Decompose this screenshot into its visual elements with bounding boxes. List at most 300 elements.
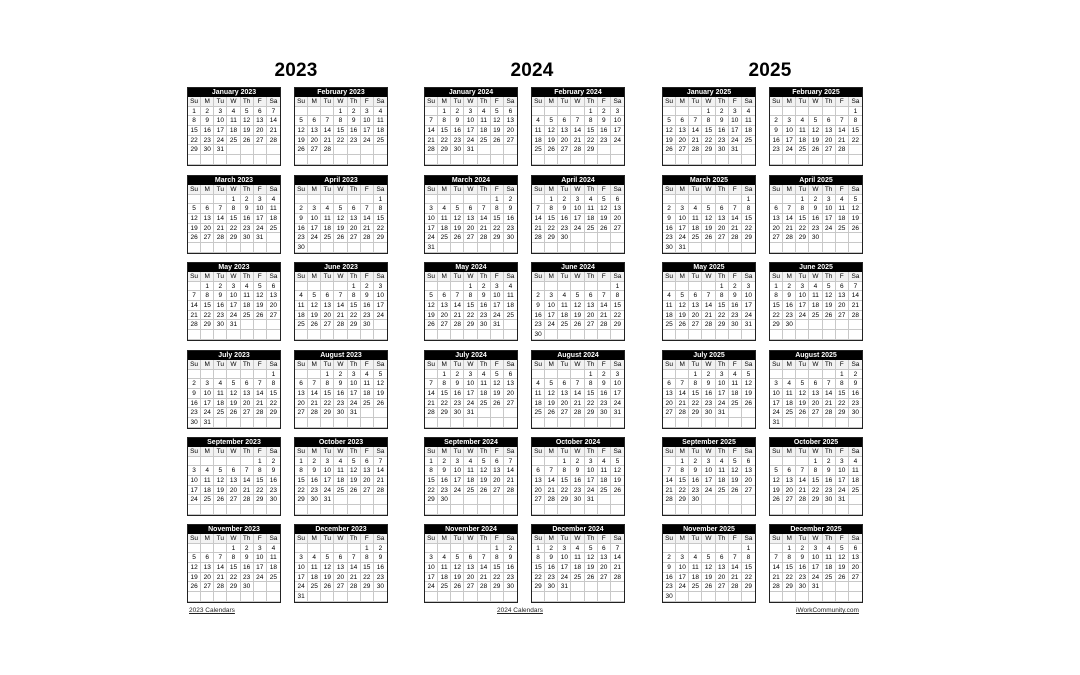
empty-cell (214, 505, 227, 515)
day-cell: 7 (334, 291, 347, 301)
day-cell: 11 (532, 389, 545, 399)
day-cell: 5 (796, 379, 809, 389)
weekday-header: M (438, 447, 451, 457)
day-cell: 15 (425, 476, 438, 486)
empty-cell (823, 592, 836, 602)
weekday-header: Sa (611, 534, 624, 544)
day-cell: 2 (504, 195, 517, 205)
weekday-header: F (729, 360, 742, 370)
empty-cell (796, 370, 809, 380)
empty-cell (464, 195, 477, 205)
weekday-header: M (676, 97, 689, 107)
empty-cell (783, 505, 796, 515)
day-cell: 8 (321, 379, 334, 389)
empty-cell (201, 370, 214, 380)
day-cell: 3 (676, 204, 689, 214)
weekday-header: Su (663, 360, 676, 370)
empty-cell (849, 495, 862, 505)
day-cell: 26 (295, 145, 308, 155)
day-cell: 28 (188, 320, 201, 330)
day-cell: 28 (545, 495, 558, 505)
empty-cell (438, 592, 451, 602)
weekday-header: M (438, 185, 451, 195)
day-cell: 17 (836, 476, 849, 486)
empty-cell (504, 495, 517, 505)
empty-cell (267, 418, 280, 428)
empty-cell (676, 107, 689, 117)
empty-cell (585, 233, 598, 243)
empty-cell (361, 418, 374, 428)
empty-cell (201, 457, 214, 467)
day-cell: 25 (809, 311, 822, 321)
day-cell: 17 (716, 389, 729, 399)
month-grid (188, 360, 280, 428)
empty-cell (504, 320, 517, 330)
weekday-header: Sa (504, 534, 517, 544)
day-cell: 7 (451, 291, 464, 301)
day-cell: 10 (676, 563, 689, 573)
day-cell: 18 (836, 214, 849, 224)
weekday-header: W (464, 447, 477, 457)
weekday-header: Tu (689, 447, 702, 457)
month-calendar (294, 437, 388, 516)
empty-cell (438, 243, 451, 253)
weekday-header: F (598, 272, 611, 282)
day-cell: 1 (321, 370, 334, 380)
empty-cell (188, 330, 201, 340)
empty-cell (532, 195, 545, 205)
empty-cell (545, 330, 558, 340)
empty-cell (532, 282, 545, 292)
day-cell: 8 (809, 466, 822, 476)
empty-cell (241, 505, 254, 515)
day-cell: 30 (823, 495, 836, 505)
day-cell: 31 (321, 495, 334, 505)
empty-cell (361, 145, 374, 155)
day-cell: 10 (585, 466, 598, 476)
day-cell: 13 (267, 291, 280, 301)
day-cell: 6 (254, 107, 267, 117)
day-cell: 5 (321, 553, 334, 563)
day-cell: 14 (308, 389, 321, 399)
empty-cell (611, 418, 624, 428)
empty-cell (663, 544, 676, 554)
empty-cell (571, 282, 584, 292)
day-cell: 4 (374, 107, 387, 117)
day-cell: 22 (267, 399, 280, 409)
empty-cell (689, 505, 702, 515)
day-cell: 25 (478, 399, 491, 409)
weekday-header: Su (425, 97, 438, 107)
empty-cell (770, 592, 783, 602)
empty-cell (348, 145, 361, 155)
day-cell: 5 (241, 107, 254, 117)
month-calendar (424, 87, 518, 166)
empty-cell (836, 243, 849, 253)
empty-cell (558, 282, 571, 292)
month-title: October 2023 (295, 438, 387, 447)
day-cell: 22 (783, 573, 796, 583)
day-cell: 12 (585, 553, 598, 563)
day-cell: 28 (598, 320, 611, 330)
day-cell: 23 (201, 136, 214, 146)
day-cell: 16 (823, 476, 836, 486)
weekday-header: F (598, 97, 611, 107)
empty-cell (571, 107, 584, 117)
day-cell: 2 (558, 195, 571, 205)
day-cell: 31 (742, 320, 755, 330)
empty-cell (425, 418, 438, 428)
day-cell: 16 (504, 563, 517, 573)
weekday-header: W (227, 97, 240, 107)
day-cell: 17 (809, 563, 822, 573)
site-link[interactable]: iWorkCommunity.com (796, 607, 859, 614)
day-cell: 5 (585, 544, 598, 554)
day-cell: 17 (676, 573, 689, 583)
empty-cell (823, 330, 836, 340)
weekday-header: Su (532, 97, 545, 107)
day-cell: 7 (545, 466, 558, 476)
day-cell: 12 (308, 301, 321, 311)
day-cell: 21 (504, 476, 517, 486)
empty-cell (676, 544, 689, 554)
weekday-header: F (729, 185, 742, 195)
empty-cell (796, 330, 809, 340)
empty-cell (241, 320, 254, 330)
day-cell: 4 (809, 282, 822, 292)
calendar-link[interactable]: 2023 Calendars (189, 607, 235, 614)
day-cell: 19 (663, 136, 676, 146)
day-cell: 12 (729, 466, 742, 476)
empty-cell (558, 418, 571, 428)
month-title: January 2023 (188, 88, 280, 97)
day-cell: 9 (451, 379, 464, 389)
day-cell: 24 (585, 486, 598, 496)
day-cell: 31 (836, 495, 849, 505)
day-cell: 13 (227, 476, 240, 486)
day-cell: 3 (796, 282, 809, 292)
weekday-header: Tu (558, 534, 571, 544)
empty-cell (348, 155, 361, 165)
day-cell: 4 (849, 457, 862, 467)
day-cell: 6 (464, 204, 477, 214)
day-cell: 29 (689, 408, 702, 418)
day-cell: 26 (796, 408, 809, 418)
day-cell: 5 (571, 291, 584, 301)
day-cell: 30 (201, 145, 214, 155)
day-cell: 1 (464, 282, 477, 292)
weekday-header: Th (716, 534, 729, 544)
day-cell: 11 (849, 466, 862, 476)
empty-cell (663, 505, 676, 515)
day-cell: 14 (729, 563, 742, 573)
weekday-header: W (464, 534, 477, 544)
weekday-header: F (836, 447, 849, 457)
weekday-header: W (334, 97, 347, 107)
empty-cell (438, 505, 451, 515)
day-cell: 28 (783, 233, 796, 243)
day-cell: 27 (836, 311, 849, 321)
day-cell: 2 (451, 107, 464, 117)
day-cell: 9 (348, 116, 361, 126)
day-cell: 24 (729, 136, 742, 146)
weekday-header: Th (478, 272, 491, 282)
day-cell: 28 (663, 495, 676, 505)
day-cell: 8 (742, 553, 755, 563)
empty-cell (267, 582, 280, 592)
day-cell: 1 (796, 195, 809, 205)
day-cell: 6 (849, 544, 862, 554)
day-cell: 21 (571, 136, 584, 146)
weekday-header: Su (770, 447, 783, 457)
day-cell: 13 (783, 476, 796, 486)
empty-cell (663, 418, 676, 428)
month-title: November 2023 (188, 525, 280, 534)
day-cell: 19 (451, 224, 464, 234)
empty-cell (796, 320, 809, 330)
day-cell: 16 (663, 224, 676, 234)
day-cell: 1 (742, 544, 755, 554)
day-cell: 20 (227, 486, 240, 496)
empty-cell (809, 370, 822, 380)
month-calendar (294, 175, 388, 254)
year-title: 2025 (748, 60, 792, 81)
empty-cell (438, 195, 451, 205)
weekday-header: Sa (611, 360, 624, 370)
day-cell: 16 (809, 214, 822, 224)
empty-cell (214, 195, 227, 205)
month-title: July 2025 (663, 351, 755, 360)
day-cell: 5 (491, 370, 504, 380)
day-cell: 11 (267, 553, 280, 563)
day-cell: 8 (491, 553, 504, 563)
day-cell: 29 (374, 233, 387, 243)
day-cell: 14 (729, 214, 742, 224)
empty-cell (361, 592, 374, 602)
month-calendar (294, 87, 388, 166)
day-cell: 23 (663, 233, 676, 243)
empty-cell (689, 107, 702, 117)
month-title: August 2025 (770, 351, 862, 360)
empty-cell (227, 155, 240, 165)
day-cell: 3 (374, 282, 387, 292)
empty-cell (478, 418, 491, 428)
day-cell: 12 (214, 476, 227, 486)
empty-cell (571, 592, 584, 602)
day-cell: 21 (676, 399, 689, 409)
day-cell: 9 (308, 466, 321, 476)
weekday-header: W (227, 447, 240, 457)
day-cell: 14 (334, 301, 347, 311)
empty-cell (451, 195, 464, 205)
weekday-header: Sa (611, 447, 624, 457)
day-cell: 14 (504, 466, 517, 476)
empty-cell (348, 418, 361, 428)
day-cell: 21 (783, 224, 796, 234)
day-cell: 23 (545, 573, 558, 583)
empty-cell (201, 505, 214, 515)
empty-cell (295, 282, 308, 292)
day-cell: 6 (348, 204, 361, 214)
empty-cell (188, 155, 201, 165)
empty-cell (267, 320, 280, 330)
day-cell: 17 (558, 563, 571, 573)
day-cell: 30 (308, 495, 321, 505)
day-cell: 2 (451, 370, 464, 380)
empty-cell (796, 155, 809, 165)
empty-cell (361, 155, 374, 165)
empty-cell (770, 370, 783, 380)
weekday-header: Su (295, 272, 308, 282)
day-cell: 29 (545, 233, 558, 243)
day-cell: 6 (504, 370, 517, 380)
empty-cell (227, 457, 240, 467)
day-cell: 20 (348, 224, 361, 234)
day-cell: 8 (227, 553, 240, 563)
weekday-header: F (729, 97, 742, 107)
day-cell: 29 (585, 408, 598, 418)
day-cell: 1 (491, 195, 504, 205)
day-cell: 29 (742, 582, 755, 592)
day-cell: 11 (214, 389, 227, 399)
day-cell: 12 (451, 563, 464, 573)
day-cell: 28 (334, 320, 347, 330)
weekday-header: Th (241, 185, 254, 195)
day-cell: 22 (334, 136, 347, 146)
empty-cell (348, 243, 361, 253)
day-cell: 22 (689, 399, 702, 409)
day-cell: 26 (585, 573, 598, 583)
day-cell: 9 (451, 116, 464, 126)
day-cell: 1 (585, 370, 598, 380)
empty-cell (571, 155, 584, 165)
empty-cell (770, 107, 783, 117)
day-cell: 10 (796, 291, 809, 301)
empty-cell (321, 544, 334, 554)
day-cell: 19 (770, 486, 783, 496)
day-cell: 15 (188, 126, 201, 136)
day-cell: 23 (598, 399, 611, 409)
day-cell: 30 (809, 233, 822, 243)
empty-cell (227, 145, 240, 155)
day-cell: 14 (836, 126, 849, 136)
empty-cell (374, 505, 387, 515)
weekday-header: F (361, 447, 374, 457)
day-cell: 30 (241, 233, 254, 243)
day-cell: 21 (267, 126, 280, 136)
empty-cell (783, 330, 796, 340)
weekday-header: Sa (742, 97, 755, 107)
weekday-header: Su (663, 97, 676, 107)
day-cell: 14 (770, 563, 783, 573)
day-cell: 13 (464, 214, 477, 224)
month-calendar (769, 524, 863, 603)
day-cell: 20 (598, 563, 611, 573)
day-cell: 20 (849, 563, 862, 573)
day-cell: 31 (201, 418, 214, 428)
weekday-header: Sa (742, 534, 755, 544)
empty-cell (348, 330, 361, 340)
empty-cell (295, 155, 308, 165)
empty-cell (783, 370, 796, 380)
month-grid (295, 272, 387, 340)
weekday-header: Tu (558, 185, 571, 195)
day-cell: 18 (361, 389, 374, 399)
weekday-header: W (571, 97, 584, 107)
weekday-header: F (361, 360, 374, 370)
month-calendar (424, 350, 518, 429)
weekday-header: Th (823, 97, 836, 107)
weekday-header: Th (823, 272, 836, 282)
day-cell: 4 (438, 553, 451, 563)
day-cell: 11 (585, 204, 598, 214)
day-cell: 25 (504, 311, 517, 321)
empty-cell (254, 592, 267, 602)
month-title: July 2023 (188, 351, 280, 360)
day-cell: 17 (374, 301, 387, 311)
calendar-link[interactable]: 2024 Calendars (497, 607, 543, 614)
empty-cell (504, 155, 517, 165)
weekday-header: Th (823, 360, 836, 370)
day-cell: 31 (729, 145, 742, 155)
day-cell: 6 (742, 457, 755, 467)
empty-cell (571, 505, 584, 515)
day-cell: 7 (663, 466, 676, 476)
empty-cell (308, 330, 321, 340)
day-cell: 14 (451, 301, 464, 311)
empty-cell (188, 592, 201, 602)
empty-cell (532, 505, 545, 515)
day-cell: 1 (849, 107, 862, 117)
day-cell: 25 (663, 320, 676, 330)
day-cell: 15 (558, 476, 571, 486)
day-cell: 3 (809, 544, 822, 554)
empty-cell (598, 233, 611, 243)
weekday-header: Tu (321, 534, 334, 544)
empty-cell (491, 408, 504, 418)
weekday-header: Su (425, 360, 438, 370)
day-cell: 11 (663, 301, 676, 311)
day-cell: 13 (201, 563, 214, 573)
empty-cell (598, 282, 611, 292)
weekday-header: W (464, 97, 477, 107)
weekday-header: F (836, 97, 849, 107)
month-calendar (769, 437, 863, 516)
empty-cell (809, 418, 822, 428)
day-cell: 23 (334, 399, 347, 409)
empty-cell (729, 243, 742, 253)
day-cell: 30 (571, 495, 584, 505)
day-cell: 26 (770, 495, 783, 505)
day-cell: 2 (532, 291, 545, 301)
weekday-header: Th (585, 447, 598, 457)
day-cell: 24 (227, 311, 240, 321)
day-cell: 25 (716, 486, 729, 496)
weekday-header: Tu (796, 185, 809, 195)
day-cell: 16 (796, 563, 809, 573)
day-cell: 4 (334, 457, 347, 467)
day-cell: 9 (558, 204, 571, 214)
day-cell: 6 (558, 379, 571, 389)
empty-cell (585, 592, 598, 602)
day-cell: 27 (849, 573, 862, 583)
day-cell: 14 (348, 563, 361, 573)
month-title: July 2024 (425, 351, 517, 360)
day-cell: 24 (451, 486, 464, 496)
day-cell: 6 (836, 282, 849, 292)
day-cell: 10 (321, 466, 334, 476)
weekday-header: M (545, 272, 558, 282)
